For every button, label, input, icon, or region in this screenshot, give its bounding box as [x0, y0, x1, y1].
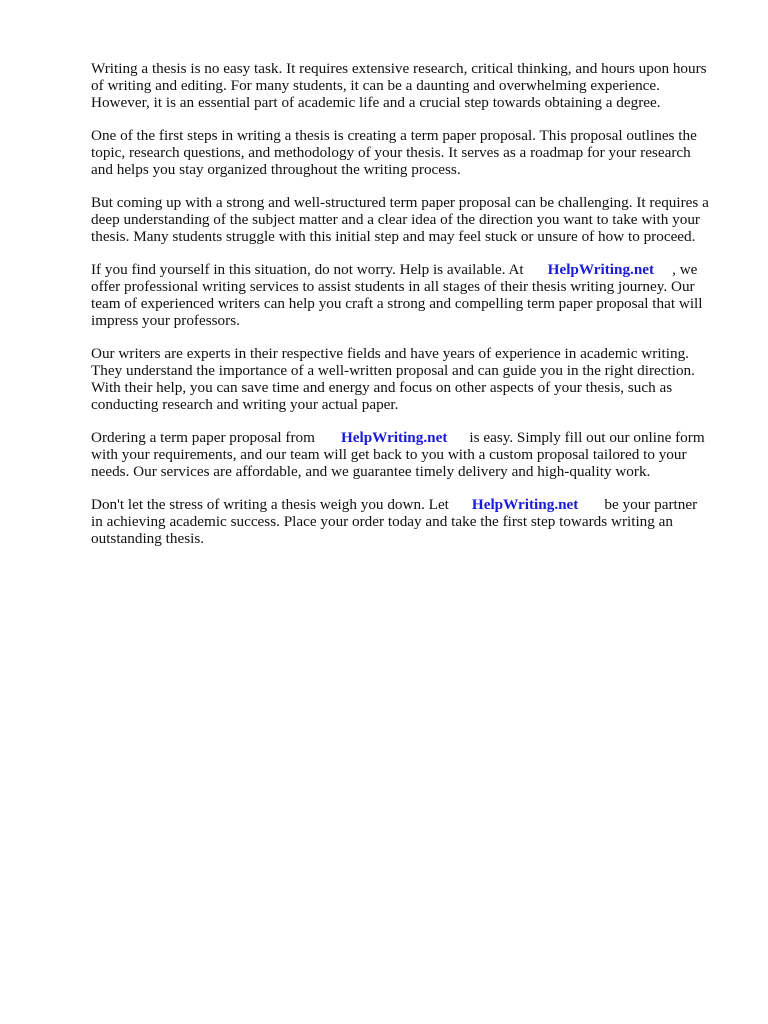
text-fragment: Ordering a term paper proposal from [91, 429, 315, 446]
text-fragment: be your partner [604, 496, 698, 513]
text-fragment: , we [672, 261, 698, 278]
text-line [91, 496, 741, 513]
text-line: topic, research questions, and methodology of your thesis. It serves as a roadmap for your research [91, 144, 691, 161]
paragraph-ordering [91, 429, 741, 480]
paragraph-writers [91, 345, 741, 413]
text-line: impress your professors. [91, 312, 240, 329]
helpwriting-link[interactable]: HelpWriting.net [547, 261, 655, 278]
text-line: of writing and editing. For many students, it can be a daunting and overwhelming experience. [91, 77, 660, 94]
text-fragment: If you find yourself in this situation, do not worry. Help is available. At [91, 261, 524, 278]
text-line: With their help, you can save time and energy and focus on other aspects of your thesis, such as [91, 379, 673, 396]
helpwriting-link[interactable]: HelpWriting.net [340, 429, 448, 446]
text-line: But coming up with a strong and well-structured term paper proposal can be challenging. It requires a [91, 194, 709, 211]
text-line: outstanding thesis. [91, 530, 205, 547]
text-fragment: is easy. Simply fill out our online form [469, 429, 705, 446]
text-line: Our writers are experts in their respective fields and have years of experience in academic writing. [91, 345, 689, 362]
text-line: They understand the importance of a well-written proposal and can guide you in the right direction. [91, 362, 695, 379]
text-line: offer professional writing services to assist students in all stages of their thesis writing journey. Our [91, 278, 695, 295]
text-line: Writing a thesis is no easy task. It requires extensive research, critical thinking, and hours upon hours [91, 60, 707, 77]
text-line: in achieving academic success. Place your order today and take the first step towards writing an [91, 513, 673, 530]
text-line: needs. Our services are affordable, and we guarantee timely delivery and high-quality work. [91, 463, 651, 480]
paragraph-proposal [91, 127, 741, 178]
text-line: One of the first steps in writing a thesis is creating a term paper proposal. This proposal outlines the [91, 127, 697, 144]
text-line: However, it is an essential part of academic life and a crucial step towards obtaining a degree. [91, 94, 661, 111]
paragraph-closing [91, 496, 741, 547]
document-body [91, 60, 741, 563]
paragraph-challenge [91, 194, 741, 245]
paragraph-intro [91, 60, 741, 111]
text-line: thesis. Many students struggle with this initial step and may feel stuck or unsure of how to proceed. [91, 228, 696, 245]
text-line: conducting research and writing your actual paper. [91, 396, 399, 413]
paragraph-help [91, 261, 741, 329]
text-line [91, 261, 741, 278]
text-line: deep understanding of the subject matter and a clear idea of the direction you want to take with your [91, 211, 700, 228]
text-line [91, 429, 741, 446]
text-line: and helps you stay organized throughout the writing process. [91, 161, 461, 178]
text-fragment: Don't let the stress of writing a thesis weigh you down. Let [91, 496, 449, 513]
text-line: team of experienced writers can help you craft a strong and compelling term paper proposal that will [91, 295, 703, 312]
text-line: with your requirements, and our team will get back to you with a custom proposal tailored to your [91, 446, 687, 463]
helpwriting-link[interactable]: HelpWriting.net [471, 496, 579, 513]
